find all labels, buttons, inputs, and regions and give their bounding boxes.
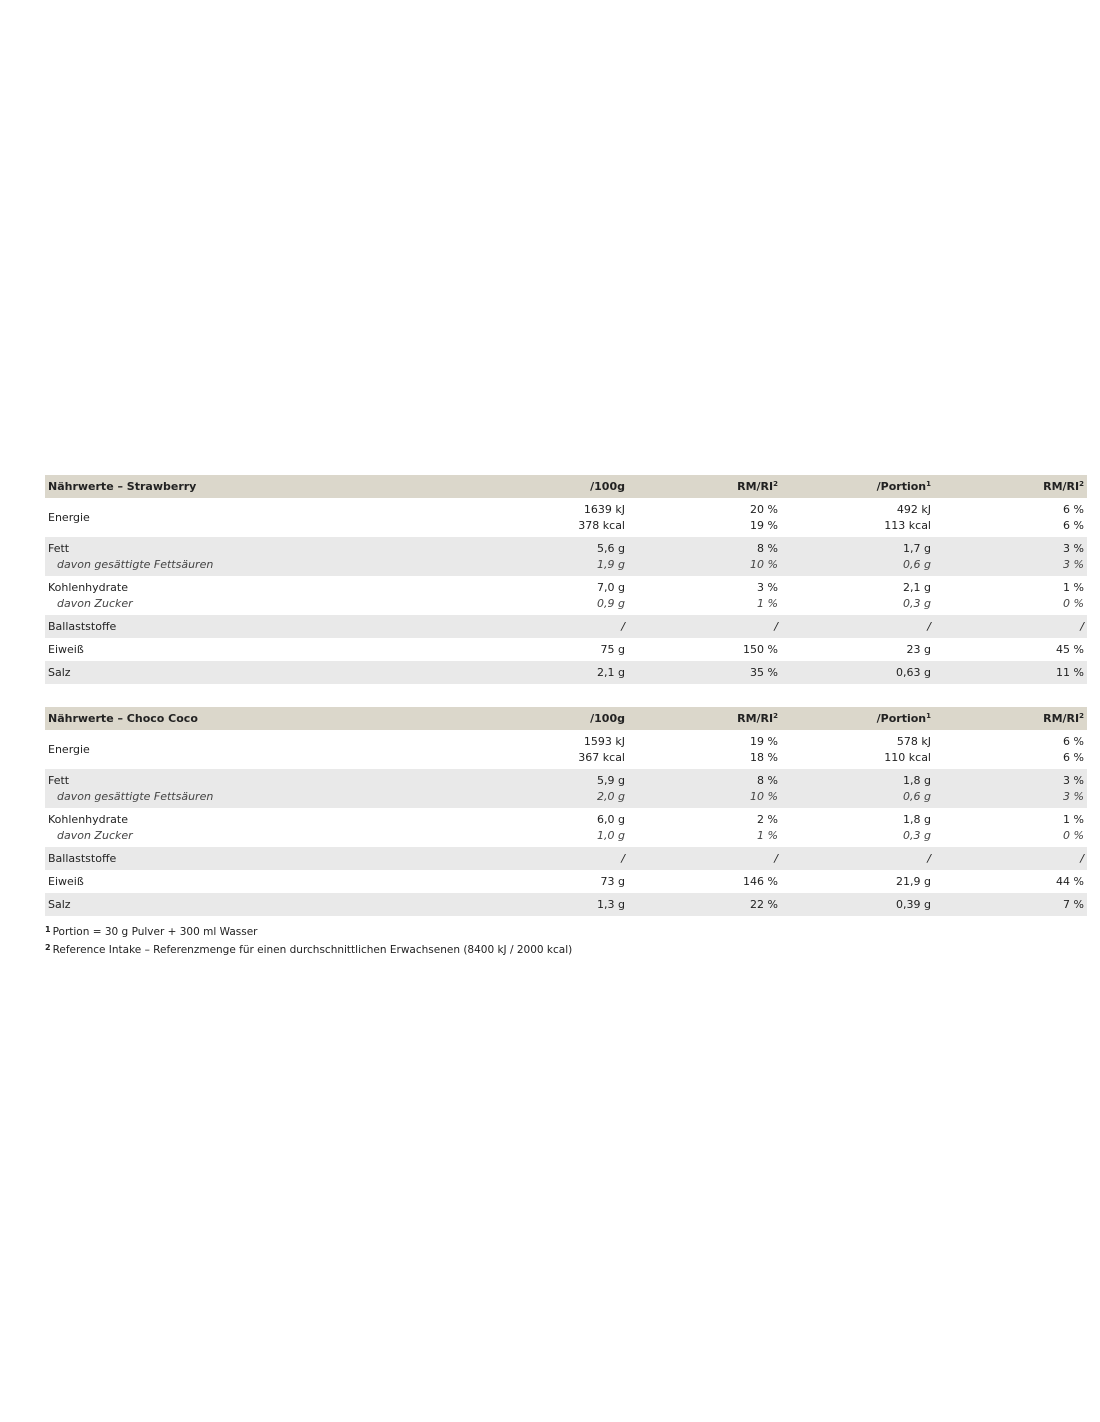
row-label: Kohlenhydrate davon Zucker xyxy=(45,576,475,615)
footnote-1: $^1$ Portion = 30 g Pulver + 300 ml Wasser xyxy=(45,925,258,938)
cell-per-portion: 1,7 g 0,6 g xyxy=(903,541,931,571)
row-label: Salz xyxy=(48,665,71,679)
table-row-fett xyxy=(45,769,1087,808)
row-label: Salz xyxy=(48,897,71,911)
row-sublabel: davon Zucker xyxy=(57,596,133,610)
cell-per-100g: 5,9 g 2,0 g xyxy=(597,773,625,803)
column-header-rmri: $RM/RI^2$ xyxy=(737,479,778,493)
cell-per-portion: 21,9 g xyxy=(896,874,931,888)
cell-rmri: / xyxy=(774,851,778,865)
cell-rmri: 2 % 1 % xyxy=(757,812,778,842)
cell-rmri-portion: 1 % 0 % xyxy=(1063,812,1084,842)
column-header-per-100g: /100g xyxy=(590,711,625,725)
cell-rmri: 150 % xyxy=(743,642,778,656)
cell-rmri-portion: 44 % xyxy=(1056,874,1084,888)
cell-per-100g: 1593 kJ 367 kcal xyxy=(578,734,625,764)
cell-rmri-portion: 7 % xyxy=(1063,897,1084,911)
cell-per-portion: 0,63 g xyxy=(896,665,931,679)
cell-rmri-portion: 6 % 6 % xyxy=(1063,502,1084,532)
cell-rmri-portion: 45 % xyxy=(1056,642,1084,656)
row-sublabel: davon gesättigte Fettsäuren xyxy=(57,789,214,803)
cell-rmri: 19 % 18 % xyxy=(750,734,778,764)
table-header-row xyxy=(45,707,1087,730)
cell-rmri: / xyxy=(774,619,778,633)
cell-rmri-portion: 6 % 6 % xyxy=(1063,734,1084,764)
nutrition-document xyxy=(45,475,1084,958)
column-header-per-100g: /100g xyxy=(590,479,625,493)
table-row-fett xyxy=(45,537,1087,576)
cell-rmri-portion: 3 % 3 % xyxy=(1063,541,1084,571)
table-row-salz xyxy=(45,661,1087,684)
table-header-row xyxy=(45,475,1087,498)
row-label: Eiweiß xyxy=(48,642,84,656)
cell-per-portion: 1,8 g 0,6 g xyxy=(903,773,931,803)
table-row-eiweiss xyxy=(45,870,1087,893)
table-row-kohlenhydrate xyxy=(45,808,1087,847)
cell-rmri-portion: / xyxy=(1080,851,1084,865)
row-label: Ballaststoffe xyxy=(48,851,117,865)
table-row-energie xyxy=(45,498,1087,537)
cell-per-100g: 7,0 g 0,9 g xyxy=(597,580,625,610)
row-label: Ballaststoffe xyxy=(48,619,117,633)
table-row-ballaststoffe xyxy=(45,847,1087,870)
cell-rmri: 8 % 10 % xyxy=(750,541,778,571)
table-row-ballaststoffe xyxy=(45,615,1087,638)
cell-rmri: 3 % 1 % xyxy=(757,580,778,610)
column-header-rmri: $RM/RI^2$ xyxy=(737,711,778,725)
cell-per-portion: 578 kJ 110 kcal xyxy=(884,734,931,764)
footnotes xyxy=(45,922,1065,958)
cell-rmri: 35 % xyxy=(750,665,778,679)
cell-rmri: 8 % 10 % xyxy=(750,773,778,803)
table-row-salz xyxy=(45,893,1087,916)
cell-per-100g: 73 g xyxy=(600,874,625,888)
nutrition-table-choco-coco xyxy=(45,707,1087,916)
column-header-per-portion: /Portion$^1$ xyxy=(876,479,931,493)
cell-rmri-portion: / xyxy=(1080,619,1084,633)
cell-per-portion: 23 g xyxy=(906,642,931,656)
row-label: Kohlenhydrate davon Zucker xyxy=(45,808,475,847)
row-sublabel: davon gesättigte Fettsäuren xyxy=(57,557,214,571)
cell-per-portion: 2,1 g 0,3 g xyxy=(903,580,931,610)
column-header-rmri-portion: $RM/RI^2$ xyxy=(1043,479,1084,493)
cell-rmri: 20 % 19 % xyxy=(750,502,778,532)
cell-per-100g: 2,1 g xyxy=(597,665,625,679)
table-row-energie xyxy=(45,730,1087,769)
row-label: Eiweiß xyxy=(48,874,84,888)
cell-per-100g: 75 g xyxy=(600,642,625,656)
row-label: Energie xyxy=(48,742,90,756)
cell-per-100g: 1639 kJ 378 kcal xyxy=(578,502,625,532)
cell-rmri-portion: 3 % 3 % xyxy=(1063,773,1084,803)
cell-per-portion: 1,8 g 0,3 g xyxy=(903,812,931,842)
cell-rmri: 146 % xyxy=(743,874,778,888)
row-sublabel: davon Zucker xyxy=(57,828,133,842)
footnote-2: $^2$ Reference Intake – Referenzmenge für einen durchschnittlichen Erwachsenen (8400 kJ / 2000 kcal) xyxy=(45,943,573,956)
table-row-kohlenhydrate xyxy=(45,576,1087,615)
cell-per-100g: / xyxy=(621,851,625,865)
cell-per-100g: 5,6 g 1,9 g xyxy=(597,541,625,571)
table-title: Nährwerte – Strawberry xyxy=(48,479,197,493)
row-label: Fett davon gesättigte Fettsäuren xyxy=(45,537,475,576)
nutrition-table-strawberry xyxy=(45,475,1087,684)
cell-per-portion: / xyxy=(927,851,931,865)
table-title: Nährwerte – Choco Coco xyxy=(48,711,198,725)
column-header-rmri-portion: $RM/RI^2$ xyxy=(1043,711,1084,725)
cell-per-portion: 492 kJ 113 kcal xyxy=(884,502,931,532)
cell-per-portion: / xyxy=(927,619,931,633)
column-header-per-portion: /Portion$^1$ xyxy=(876,711,931,725)
cell-per-100g: 1,3 g xyxy=(597,897,625,911)
cell-per-100g: / xyxy=(621,619,625,633)
cell-rmri-portion: 1 % 0 % xyxy=(1063,580,1084,610)
cell-rmri: 22 % xyxy=(750,897,778,911)
row-label: Energie xyxy=(48,510,90,524)
cell-per-portion: 0,39 g xyxy=(896,897,931,911)
table-row-eiweiss xyxy=(45,638,1087,661)
row-label: Fett davon gesättigte Fettsäuren xyxy=(45,769,475,808)
cell-per-100g: 6,0 g 1,0 g xyxy=(597,812,625,842)
cell-rmri-portion: 11 % xyxy=(1056,665,1084,679)
